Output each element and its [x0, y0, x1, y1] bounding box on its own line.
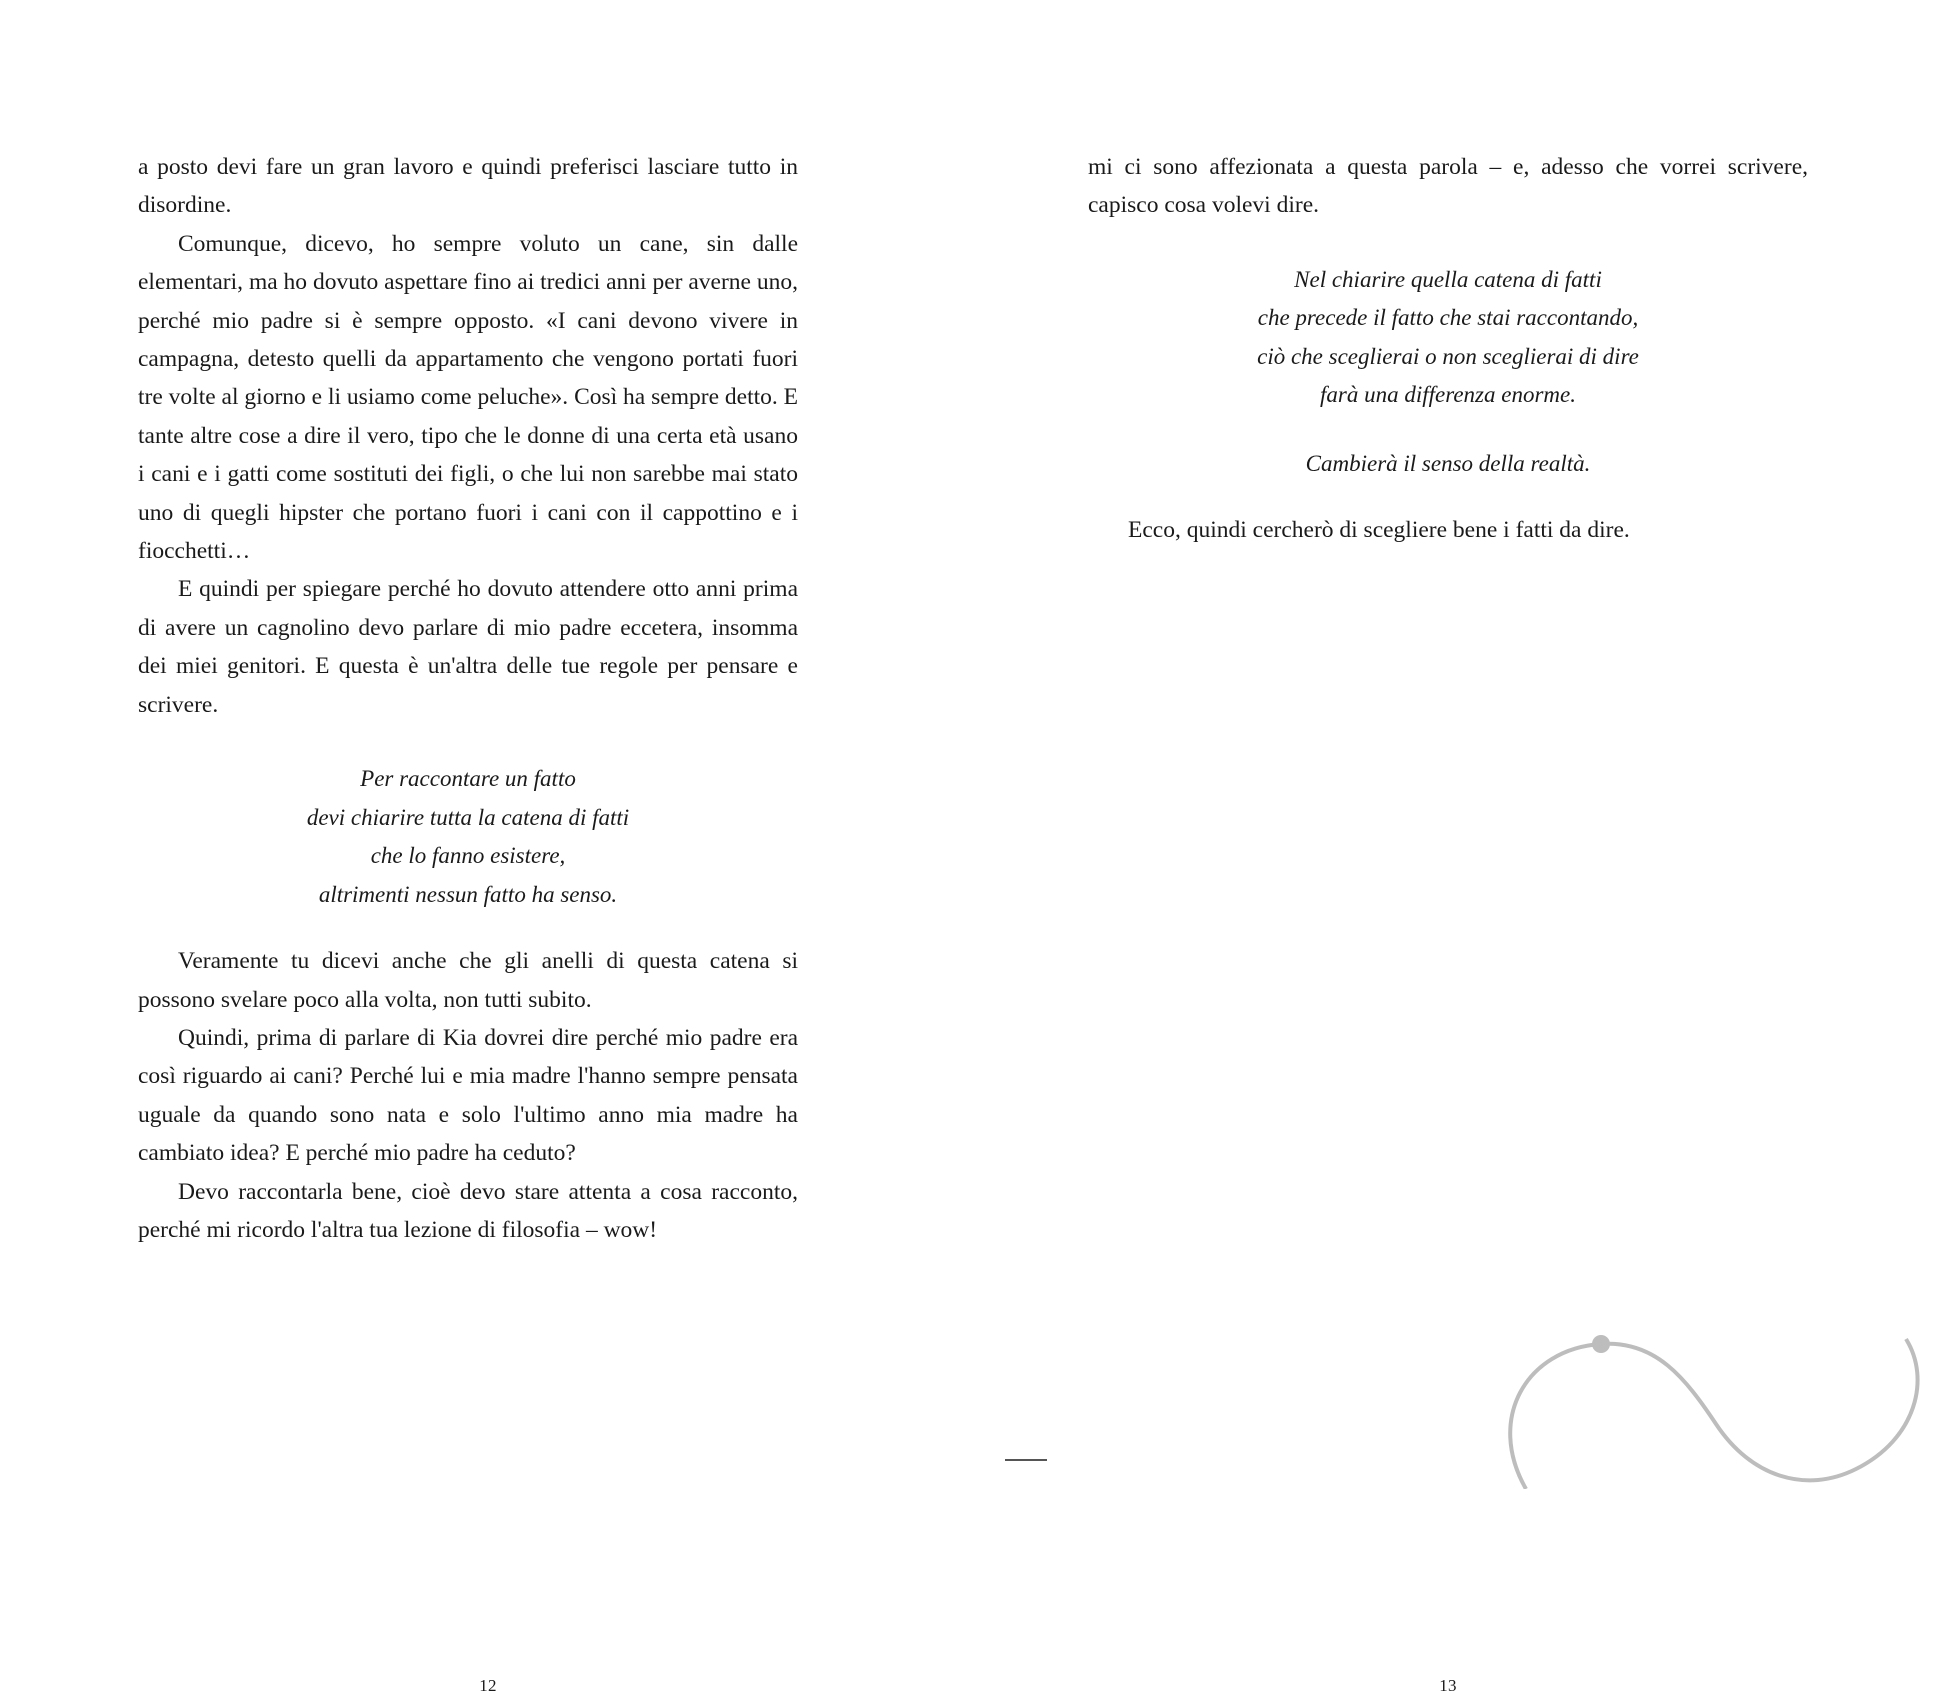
verse-line: ciò che sceglierai o non sceglierai di dire	[1257, 343, 1639, 369]
page-left	[138, 148, 838, 1695]
right-body-text-after	[1088, 511, 1808, 549]
paragraph: mi ci sono affezionata a questa parola – e, adesso che vorrei scrivere, capisco cosa volevi dire.	[1088, 154, 1808, 219]
paragraph: a posto devi fare un gran lavoro e quindi preferisci lasciare tutto in disordine.	[138, 154, 798, 219]
paragraph: Quindi, prima di parlare di Kia dovrei dire perché mio padre era così riguardo ai cani? Perché lui e mia madre l'hanno sempre pensata uguale da quando sono nata e solo l'ultimo anno mia madre ha cambiato idea? E perché mio padre ha ceduto?	[138, 1024, 798, 1167]
verse-line: Per raccontare un fatto	[360, 766, 576, 792]
verse-line: Cambierà il senso della realtà.	[1305, 450, 1591, 476]
spacer	[138, 914, 798, 942]
page-gutter	[838, 148, 1088, 1489]
paragraph: E quindi per spiegare perché ho dovuto attendere otto anni prima di avere un cagnolino devo parlare di mio padre eccetera, insomma dei miei genitori. E questa è un'altra delle tue regole per pensare e scrivere.	[138, 576, 798, 718]
left-body-text-after	[138, 942, 798, 1249]
paragraph: Devo raccontarla bene, cioè devo stare attenta a cosa racconto, perché mi ricordo l'altra tua lezione di filosofia – wow!	[138, 1178, 798, 1243]
right-body-text	[1088, 148, 1808, 225]
right-verse-block-second	[1088, 445, 1808, 484]
page-number-right: 13	[1439, 1676, 1457, 1695]
left-body-text	[138, 148, 798, 724]
page-right	[1088, 148, 1808, 1695]
paragraph: Ecco, quindi cercherò di scegliere bene i fatti da dire.	[1128, 517, 1630, 544]
verse-line: che lo fanno esistere,	[370, 843, 566, 869]
spacer	[1088, 483, 1808, 511]
paragraph: Veramente tu dicevi anche che gli anelli di questa catena si possono svelare poco alla volta, non tutti subito.	[138, 948, 798, 1013]
left-verse-block	[138, 760, 798, 914]
verse-line: farà una differenza enorme.	[1320, 382, 1576, 408]
verse-line: che precede il fatto che stai raccontando,	[1257, 305, 1639, 331]
right-verse-block	[1088, 261, 1808, 415]
page-number-left: 12	[479, 1676, 497, 1695]
bottom-rule	[1005, 1459, 1047, 1461]
verse-line: Nel chiarire quella catena di fatti	[1294, 266, 1602, 292]
verse-line: devi chiarire tutta la catena di fatti	[306, 804, 630, 830]
paragraph: Comunque, dicevo, ho sempre voluto un cane, sin dalle elementari, ma ho dovuto aspettare fino ai tredici anni per averne uno, perché mio padre si è sempre opposto. «I cani devono vivere in campagna, detesto quelli da appartamento che vengono portati fuori tre volte al giorno e li usiamo come peluche». Così ha sempre detto. E tante altre cose a dire il vero, tipo che le donne di una certa età usano i cani e i gatti come sostituti dei figli, o che lui non sarebbe mai stato uno di quegli hipster che portano fuori i cani con il cappottino e i fiocchetti…	[138, 230, 798, 565]
verse-line: altrimenti nessun fatto ha senso.	[318, 881, 618, 907]
